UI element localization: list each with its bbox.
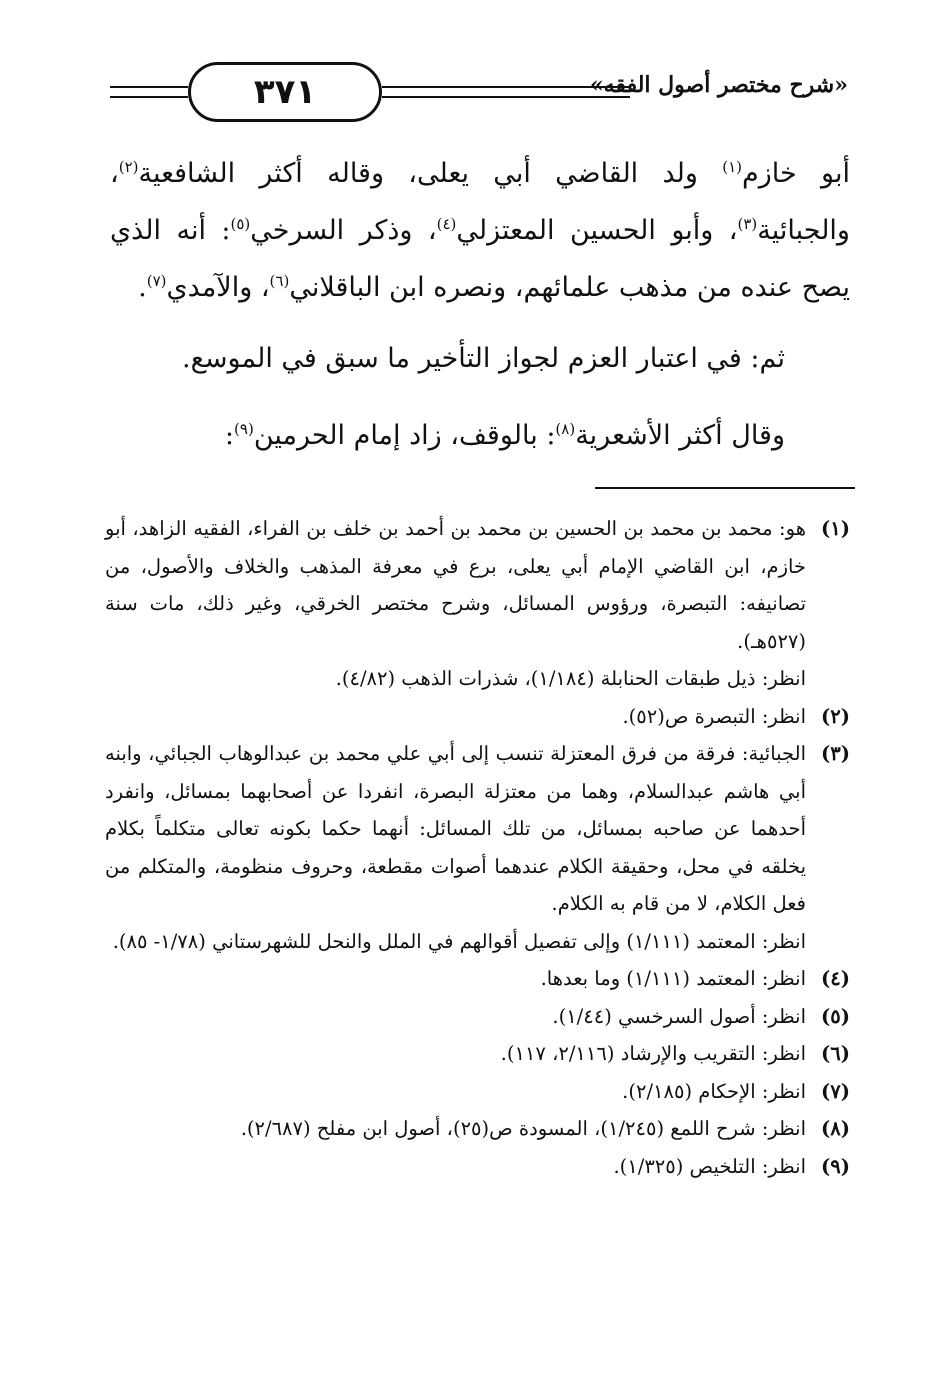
footnote-5: [105, 998, 850, 1036]
footnote-8: [105, 1110, 850, 1148]
footnote-text: انظر: التبصرة ص(٥٢).: [622, 704, 806, 728]
paragraph-2: ثم: في اعتبار العزم لجواز التأخير ما سبق في الموسع.: [181, 343, 785, 374]
footnote-number: (٦): [821, 1042, 850, 1065]
footnote-ref-4: (٤): [436, 215, 457, 233]
footnote-ref-2: (٢): [118, 158, 139, 176]
page-header: [110, 62, 848, 122]
footnote-body: [105, 1035, 806, 1073]
paragraph-1: [110, 145, 850, 316]
footnote-body: [105, 1110, 806, 1148]
footnote-body: [105, 960, 806, 998]
text-run: أبو خازم: [742, 158, 850, 189]
text-run: ، وأبو الحسين المعتزلي: [456, 215, 738, 246]
header-rule-left: [110, 86, 188, 98]
footnote-text: انظر: المعتمد (١/١١١) وإلى تفصيل أقوالهم في الملل والنحل للشهرستاني (١/٧٨- ٨٥).: [112, 929, 806, 953]
footnote-ref-3: (٣): [737, 215, 758, 233]
footnote-text: انظر: شرح اللمع (١/٢٤٥)، المسودة ص(٢٥)، أصول ابن مفلح (٢/٦٨٧).: [240, 1117, 806, 1140]
footnote-6: [105, 1035, 850, 1073]
footnote-number: (٧): [821, 1079, 850, 1103]
footnote-7: [105, 1073, 850, 1111]
footnote-number: (٥): [821, 1004, 850, 1028]
text-run: ، وذكر السرخي: [250, 215, 437, 246]
footnote-text: انظر: التلخيص (١/٣٢٥).: [613, 1154, 806, 1178]
text-run: : بالوقف، زاد إمام الحرمين: [253, 420, 556, 451]
footnote-text: انظر: أصول السرخسي (١/٤٤).: [552, 1004, 806, 1028]
footnote-ref-9: (٩): [234, 420, 254, 438]
footnote-separator: [595, 487, 855, 489]
page-number: ٣٧١: [188, 62, 382, 122]
footnote-number: (٤): [821, 967, 850, 990]
footnote-ref-8: (٨): [555, 420, 576, 438]
footnote-body: [105, 735, 806, 960]
footnote-number: (٩): [821, 1154, 850, 1178]
footnote-ref-1: (١): [722, 158, 743, 176]
footnote-text: انظر: الإحكام (٢/١٨٥).: [622, 1079, 806, 1103]
footnote-1: [105, 510, 850, 698]
footnote-2: [105, 698, 850, 736]
footnote-text: انظر: المعتمد (١/١١١) وما بعدها.: [540, 967, 806, 990]
footnote-text: انظر: ذيل طبقات الحنابلة (١/١٨٤)، شذرات الذهب (٤/٨٢).: [335, 667, 806, 690]
running-title: «شرح مختصر أصول الفقه»: [589, 72, 848, 98]
footnote-number: (٨): [821, 1117, 850, 1140]
footnote-3: [105, 735, 850, 960]
footnote-body: [105, 998, 806, 1036]
footnote-number: (٢): [821, 704, 850, 728]
footnote-number: (٣): [821, 742, 850, 765]
footnote-body: [105, 1148, 806, 1186]
footnote-number: (١): [821, 517, 850, 540]
footnote-body: [105, 1073, 806, 1111]
text-run: ، والآمدي: [166, 272, 270, 303]
footnote-text: الجبائية: فرقة من فرق المعتزلة تنسب إلى أبي علي محمد بن عبدالوهاب الجبائي، وابنه أبي هاشم عبدالسلام، وهما من معتزلة البصرة، انفردا عن أصحابهما بمسائل، وانفرد أحدهما عن صاحبه بمسائل، من تلك المسائل: أنهما حكما بكونه تعالى متكلماً بكلام يخلقه في محل، وحقيقة الكلام عندهما أصوات مقطعة، وحروف منظومة، والمتكلم من فعل الكلام، لا من قام به الكلام.: [105, 742, 806, 915]
footnote-body: [105, 510, 806, 698]
text-run: وقال أكثر الأشعرية: [575, 420, 785, 451]
main-text: [110, 145, 850, 464]
paragraph-3: [110, 407, 850, 464]
text-run: : أنه الذي يصح عنده من مذهب علمائهم، ونصره ابن الباقلاني: [110, 215, 850, 303]
footnote-text: انظر: التقريب والإرشاد (٢/١١٦، ١١٧).: [500, 1042, 806, 1065]
text-run: ، والجبائية: [110, 158, 850, 246]
footnote-text: هو: محمد بن محمد بن الحسين بن محمد بن أحمد بن خلف بن الفراء، الفقيه الزاهد، أبو خازم، ابن القاضي الإمام أبي يعلى، برع في معرفة المذهب والخلاف والأصول، من تصانيفه: التبصرة، ورؤوس المسائل، وشرح مختصر الخرقي، وغير ذلك، مات سنة (٥٢٧هـ).: [105, 517, 806, 653]
footnotes: [105, 510, 850, 1185]
footnote-ref-5: (٥): [230, 215, 251, 233]
footnote-ref-7: (٧): [146, 272, 167, 290]
footnote-4: [105, 960, 850, 998]
text-run: .: [138, 272, 147, 303]
text-run: ولد القاضي أبي يعلى، وقاله أكثر الشافعية: [138, 158, 723, 189]
text-run: :: [224, 420, 235, 451]
footnote-body: [105, 698, 806, 736]
footnote-ref-6: (٦): [269, 272, 290, 290]
footnote-9: [105, 1148, 850, 1186]
